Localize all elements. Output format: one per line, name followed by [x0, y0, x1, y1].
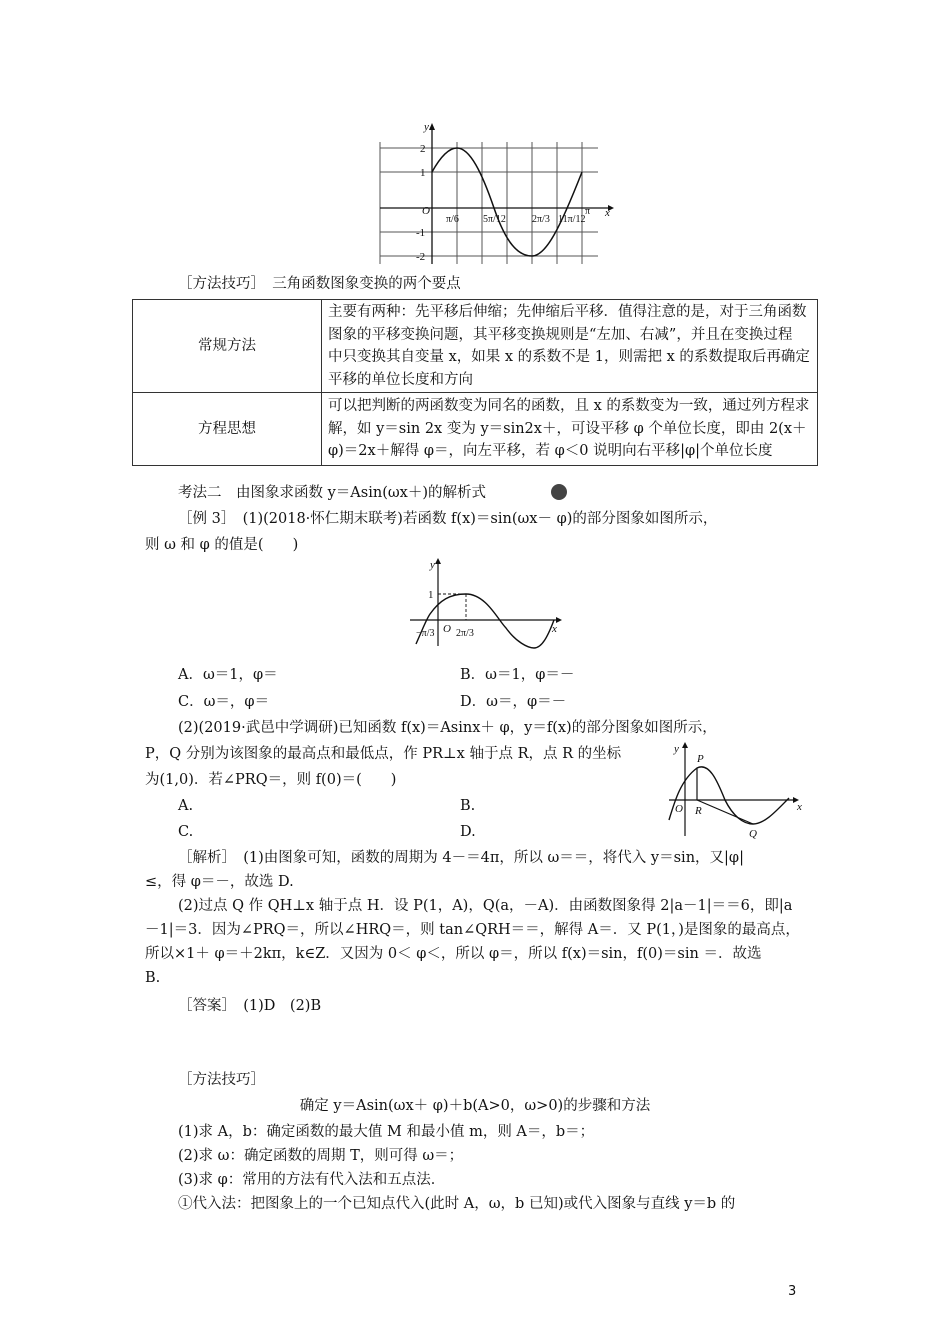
sine-curve-3 [669, 767, 789, 824]
y-tick-2: 2 [420, 143, 426, 155]
figure-graph-1 [370, 118, 620, 268]
method2-step3: (3)求 φ：常用的方法有代入法和五点法． [178, 1172, 446, 1188]
method-body-conventional: 主要有两种：先平移后伸缩；先伸缩后平移．值得注意的是，对于三角函数 图象的平移变换问题，其平移变换规则是“左加、右减”，并且在变换过程 中只变换其自变量 x，如果 x 的系数不是 1，则需把 x 的系数提取后再确定 平移的单位长度和方向 [322, 300, 818, 393]
option-b: B．ω＝1，φ＝－ [460, 667, 575, 683]
option-d2: D. [460, 824, 476, 840]
axis-x-label-3: x [797, 801, 802, 813]
figure-graph-2 [410, 556, 570, 652]
origin-label: O [422, 205, 430, 217]
method2-step1: (1)求 A，b：确定函数的最大值 M 和最小值 m，则 A＝，b＝； [178, 1124, 595, 1140]
x-tick-neg-pi3: −π/3 [416, 628, 435, 639]
option-a: A．ω＝1，φ＝ [178, 667, 278, 683]
method-head-equation: 方程思想 [133, 393, 322, 466]
analysis-line5: 所以×1＋ φ＝＋2kπ，k∈Z．又因为 0＜ φ＜，所以 φ＝，所以 f(x)＝sin，f(0)＝sin ＝．故选 [145, 946, 762, 962]
y-tick-neg1: -1 [416, 227, 426, 239]
example3-part2-line3: 为(1,0)．若∠PRQ＝，则 f(0)＝( ) [145, 772, 397, 788]
method-table [132, 299, 818, 466]
method2-step4: ①代入法：把图象上的一个已知点代入(此时 A，ω，b 已知)或代入图象与直线 y＝b 的 [178, 1196, 736, 1212]
method-title-1: ［方法技巧］ 三角函数图象变换的两个要点 [178, 276, 461, 292]
y-tick-1: 1 [420, 167, 426, 179]
example3-part2-line2: P，Q 分别为该图象的最高点和最低点，作 PR⊥x 轴于点 R，点 R 的坐标 [145, 746, 622, 762]
point-p-label: P [697, 753, 704, 765]
axis-y-label-3: y [674, 743, 679, 755]
origin-label-3: O [675, 803, 683, 815]
analysis-line2: ≤，得 φ＝－，故选 D. [145, 874, 294, 890]
axis-x-label-2: x [552, 623, 557, 635]
option-a2: A. [178, 798, 194, 814]
method2-step2: (2)求 ω：确定函数的周期 T，则可得 ω＝； [178, 1148, 464, 1164]
example3-line2: 则 ω 和 φ 的值是( ) [145, 537, 299, 553]
point-r-label: R [695, 805, 702, 817]
analysis-line3: (2)过点 Q 作 QH⊥x 轴于点 H．设 P(1，A)，Q(a，－A)．由函数图象得 2|a－1|＝＝6，即|a [178, 898, 793, 914]
x-tick-pi6: π/6 [446, 214, 459, 225]
axis-x-label: x [605, 207, 610, 219]
page-number: 3 [788, 1284, 797, 1299]
origin-label-2: O [443, 623, 451, 635]
axis-y-label-2: y [430, 559, 435, 571]
method-row-equation [133, 393, 818, 466]
kaofa2-heading: 考法二 由图象求函数 y＝Asin(ωx＋)的解析式 [178, 485, 487, 501]
axis-y-label: y [424, 121, 429, 133]
method-body-equation: 可以把判断的两函数变为同名的函数，且 x 的系数变为一致，通过列方程求 解，如 y＝sin 2x 变为 y＝sin2x＋，可设平移 φ 个单位长度，即由 2(x＋ φ)＝2x＋解得 φ＝，向左平移，若 φ＜0 说明向右平移|φ|个单位长度 [322, 393, 818, 466]
marker-dot-icon [551, 484, 567, 500]
method2-heading: 确定 y＝Asin(ωx＋ φ)＋b(A>0，ω>0)的步骤和方法 [299, 1098, 651, 1114]
figure-graph-3 [665, 740, 815, 840]
method-row-conventional [133, 300, 818, 393]
method-head-conventional: 常规方法 [133, 300, 322, 393]
option-d: D．ω＝，φ＝－ [460, 694, 567, 710]
y-tick-1-2: 1 [428, 589, 434, 601]
x-tick-11pi12: 11π/12 [558, 214, 586, 225]
method-title-2: ［方法技巧］ [178, 1072, 265, 1088]
x-tick-5pi12: 5π/12 [483, 214, 506, 225]
option-b2: B. [460, 798, 476, 814]
option-c2: C. [178, 824, 194, 840]
analysis-line4: －1|＝3．因为∠PRQ＝，所以∠HRQ＝，则 tan∠QRH＝＝，解得 A＝．又 P(1，)是图象的最高点， [145, 922, 800, 938]
answer-line: ［答案］ (1)D (2)B [178, 998, 322, 1014]
option-c: C．ω＝，φ＝ [178, 694, 270, 710]
y-tick-neg2: -2 [416, 251, 426, 263]
x-tick-2pi3-2: 2π/3 [456, 628, 474, 639]
example3-part2-line1: (2)(2019·武邑中学调研)已知函数 f(x)＝Asinx＋ φ，y＝f(x)的部分图象如图所示， [178, 720, 717, 736]
sine-curve-2 [416, 594, 554, 648]
analysis-line6: B. [145, 970, 161, 986]
x-tick-pi: π [585, 206, 591, 217]
point-q-label: Q [749, 828, 757, 840]
analysis-line1: ［解析］ (1)由图象可知，函数的周期为 4－＝4π，所以 ω＝＝，将代入 y＝sin，又|φ| [178, 850, 744, 866]
example3-line1: ［例 3］ (1)(2018·怀仁期末联考)若函数 f(x)＝sin(ωx－ φ)的部分图象如图所示， [178, 511, 718, 527]
x-tick-2pi3: 2π/3 [532, 214, 550, 225]
